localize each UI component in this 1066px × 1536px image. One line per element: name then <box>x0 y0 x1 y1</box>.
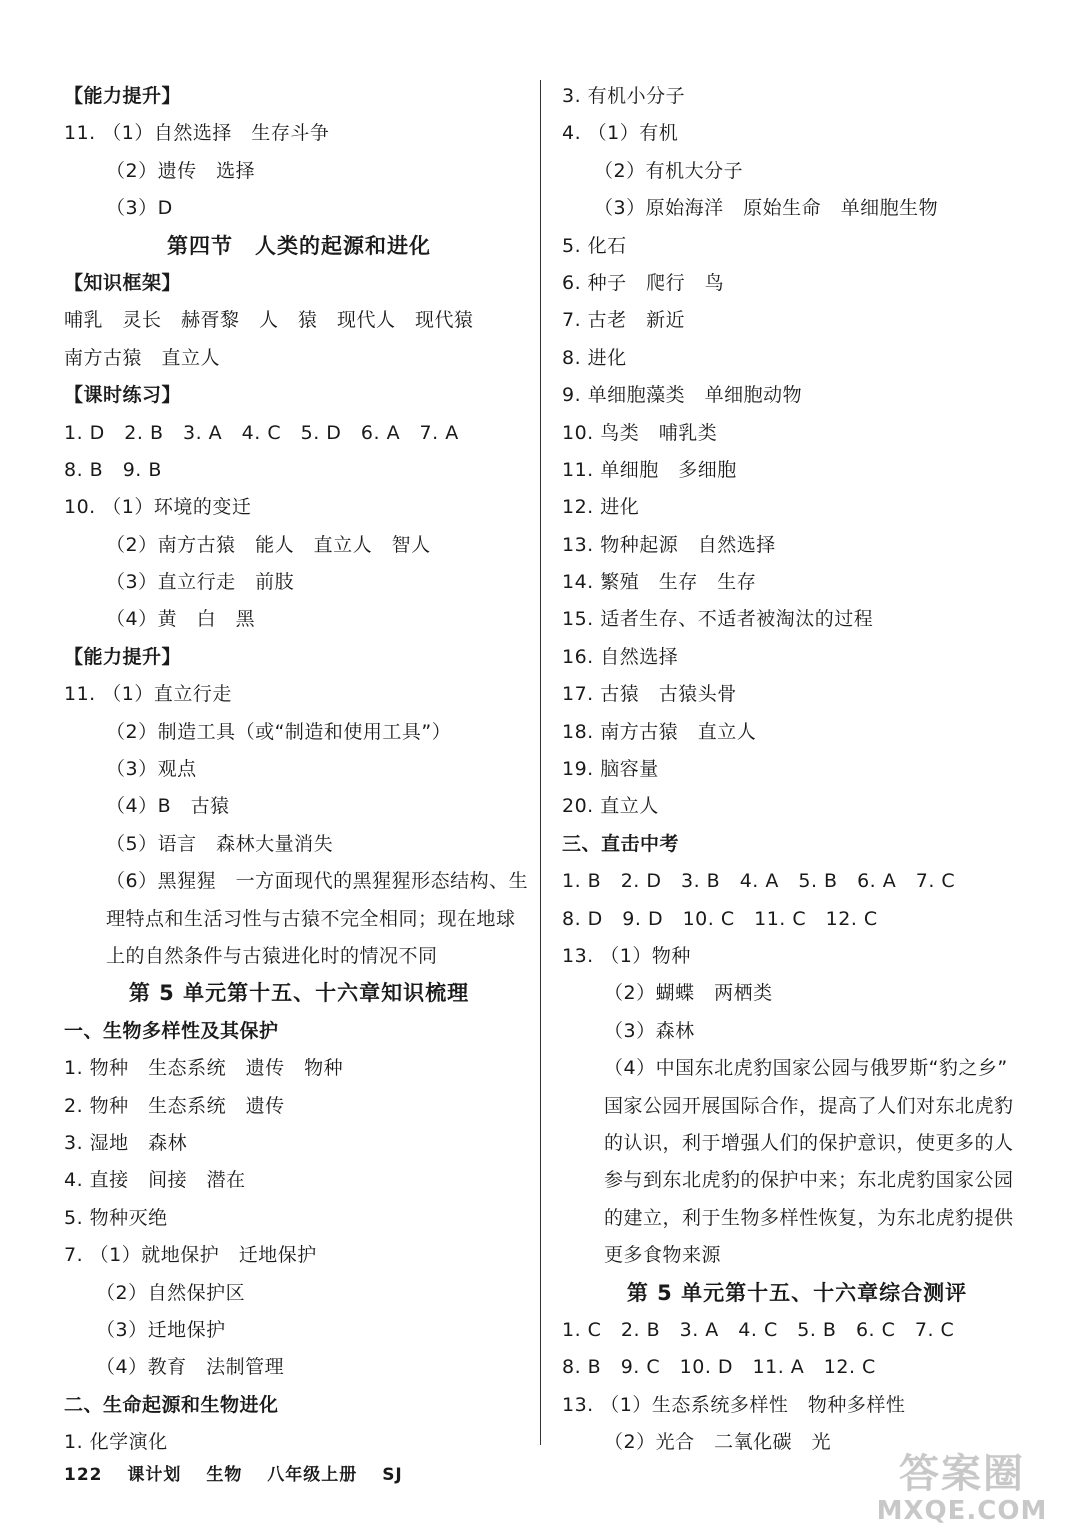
answer-line: 3. 湿地 森林 <box>64 1131 188 1154</box>
answer-line: 1. C 2. B 3. A 4. C 5. B 6. C 7. C <box>562 1318 955 1341</box>
answer-line: 9. 单细胞藻类 单细胞动物 <box>562 384 803 407</box>
answer-line: 的建立，利于生物多样性恢复，为东北虎豹提供 <box>604 1206 1014 1229</box>
page-footer <box>64 1460 421 1485</box>
answer-line: 13. （1）物种 <box>562 944 691 967</box>
answer-line: 16. 自然选择 <box>562 645 679 668</box>
answer-line: 8. B 9. C 10. D 11. A 12. C <box>562 1356 876 1379</box>
answer-line: 上的自然条件与古猿进化时的情况不同 <box>106 944 438 967</box>
column-divider <box>540 80 541 1445</box>
answer-line: 7. （1）就地保护 迁地保护 <box>64 1244 317 1267</box>
section-heading: 【能力提升】 <box>64 85 182 107</box>
answer-line: 8. D 9. D 10. C 11. C 12. C <box>562 907 878 930</box>
answer-line: 8. 进化 <box>562 346 627 369</box>
answer-line: 11. （1）自然选择 生存斗争 <box>64 122 330 145</box>
answer-line: 哺乳 灵长 赫胥黎 人 猿 现代人 现代猿 <box>64 309 474 332</box>
answer-line: 理特点和生活习性与古猿不完全相同；现在地球 <box>106 907 516 930</box>
watermark-chars: 答案圈 <box>899 1451 1025 1497</box>
section-title: 第四节 人类的起源和进化 <box>167 233 431 258</box>
answer-line: （2）自然保护区 <box>96 1281 246 1304</box>
answer-line: 2. 物种 生态系统 遗传 <box>64 1094 285 1117</box>
answer-line: （2）蝴蝶 两栖类 <box>604 982 773 1005</box>
answer-line: 4. （1）有机 <box>562 122 679 145</box>
answer-line: 3. 有机小分子 <box>562 85 686 107</box>
answer-line: 19. 脑容量 <box>562 758 659 781</box>
answer-line: （3）观点 <box>106 758 197 781</box>
section-heading: 二、生命起源和生物进化 <box>64 1393 279 1416</box>
answer-line: 13. （1）生态系统多样性 物种多样性 <box>562 1393 906 1416</box>
answer-line: 参与到东北虎豹的保护中来；东北虎豹国家公园 <box>604 1169 1014 1192</box>
answer-line: 18. 南方古猿 直立人 <box>562 720 757 743</box>
edition-code: SJ <box>382 1465 403 1485</box>
answer-line: 17. 古猿 古猿头骨 <box>562 683 737 706</box>
answer-line: （2）遗传 选择 <box>106 159 256 182</box>
answer-line: （4）中国东北虎豹国家公园与俄罗斯“豹之乡” <box>604 1057 1008 1080</box>
answer-line: 5. 化石 <box>562 234 627 257</box>
page-number: 122 <box>64 1465 103 1485</box>
answer-line: （4）B 古猿 <box>106 795 230 818</box>
section-heading: 【课时练习】 <box>64 384 182 407</box>
section-heading: 三、直击中考 <box>562 832 680 855</box>
answer-line: （2）光合 二氧化碳 光 <box>604 1431 832 1454</box>
answer-line: （2）有机大分子 <box>594 159 744 182</box>
answer-line: 南方古猿 直立人 <box>64 346 221 369</box>
book-name: 课计划 <box>127 1465 182 1485</box>
answer-line: 国家公园开展国际合作，提高了人们对东北虎豹 <box>604 1094 1014 1117</box>
answer-line: （4）教育 法制管理 <box>96 1356 285 1379</box>
answer-line: （2）南方古猿 能人 直立人 智人 <box>106 533 431 556</box>
watermark-logo <box>872 1452 1052 1532</box>
answer-line: 13. 物种起源 自然选择 <box>562 533 776 556</box>
section-heading: 一、生物多样性及其保护 <box>64 1019 279 1042</box>
answer-line: （6）黑猩猩 一方面现代的黑猩猩形态结构、生 <box>106 870 529 893</box>
answer-line: （5）语言 森林大量消失 <box>106 832 334 855</box>
answer-line: 14. 繁殖 生存 生存 <box>562 571 757 594</box>
answer-line: 11. （1）直立行走 <box>64 683 232 706</box>
subject-name: 生物 <box>206 1465 243 1485</box>
answer-line: 10. （1）环境的变迁 <box>64 496 252 519</box>
section-heading: 【能力提升】 <box>64 645 182 668</box>
answer-line: （3）森林 <box>604 1019 695 1042</box>
answer-line: 11. 单细胞 多细胞 <box>562 458 737 481</box>
answer-line: （3）直立行走 前肢 <box>106 571 295 594</box>
answer-line: 10. 鸟类 哺乳类 <box>562 421 718 444</box>
answer-line: 1. 化学演化 <box>64 1431 168 1454</box>
answer-line: （3）原始海洋 原始生命 单细胞生物 <box>594 197 939 220</box>
grade-name: 八年级上册 <box>267 1465 358 1485</box>
section-title: 第 5 单元第十五、十六章知识梳理 <box>128 981 470 1006</box>
answer-line: 20. 直立人 <box>562 795 659 818</box>
answer-line: 15. 适者生存、不适者被淘汰的过程 <box>562 608 874 631</box>
answer-line: 5. 物种灭绝 <box>64 1206 168 1229</box>
answer-line: 更多食物来源 <box>604 1244 722 1267</box>
watermark-url: MXQE.COM <box>876 1496 1048 1526</box>
answer-line: 8. B 9. B <box>64 458 162 481</box>
answer-line: 12. 进化 <box>562 496 640 519</box>
right-column <box>562 78 1032 1461</box>
answer-line: 6. 种子 爬行 鸟 <box>562 271 725 294</box>
answer-line: 4. 直接 间接 潜在 <box>64 1169 246 1192</box>
answer-line: （4）黄 白 黑 <box>106 608 256 631</box>
answer-line: 7. 古老 新近 <box>562 309 686 332</box>
left-column <box>64 78 534 1461</box>
answer-line: （3）迁地保护 <box>96 1318 226 1341</box>
answer-line: （3）D <box>106 197 173 220</box>
answer-line: 的认识，利于增强人们的保护意识，使更多的人 <box>604 1131 1014 1154</box>
answer-line: （2）制造工具（或“制造和使用工具”） <box>106 720 452 743</box>
answer-line: 1. 物种 生态系统 遗传 物种 <box>64 1057 344 1080</box>
section-title: 第 5 单元第十五、十六章综合测评 <box>626 1280 968 1305</box>
answer-line: 1. B 2. D 3. B 4. A 5. B 6. A 7. C <box>562 870 956 893</box>
answer-line: 1. D 2. B 3. A 4. C 5. D 6. A 7. A <box>64 421 459 444</box>
section-heading: 【知识框架】 <box>64 271 182 294</box>
